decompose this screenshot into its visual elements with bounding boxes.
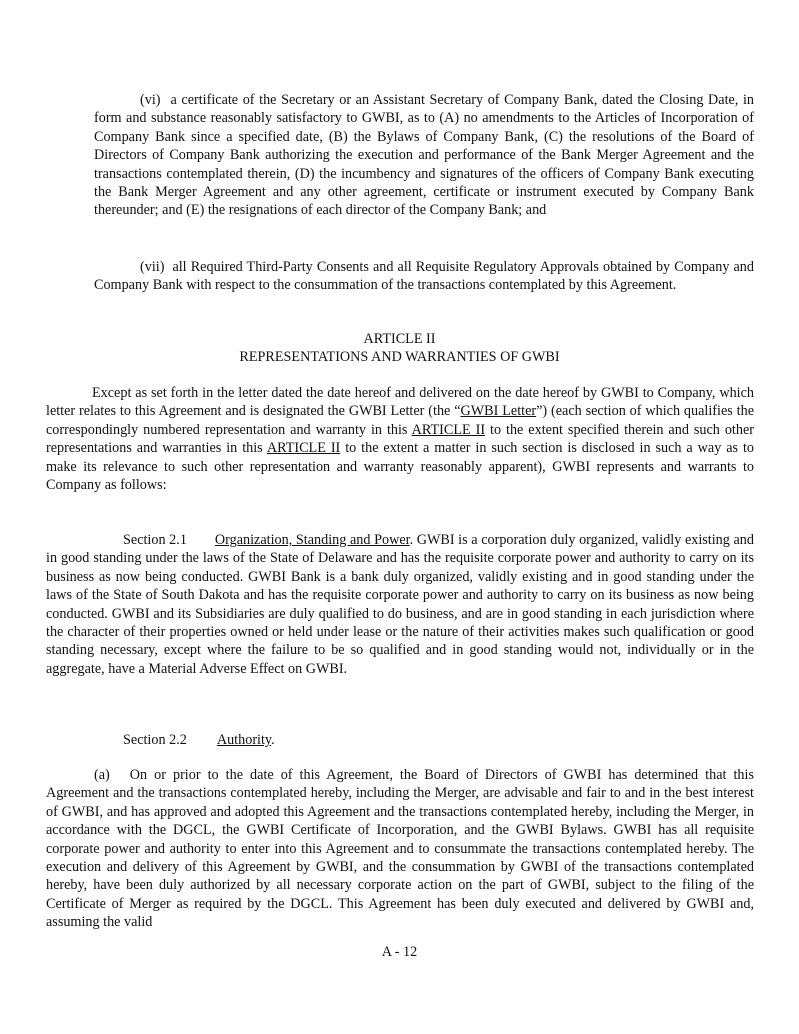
paragraph-a-marker: (a) — [94, 767, 110, 783]
subsection-vi — [94, 91, 754, 220]
subsection-vii — [94, 258, 754, 295]
intro-part3: to the extent specified therein and such other representations and warranties in this — [46, 421, 754, 457]
section-2-1 — [46, 531, 754, 678]
section-2-2-number: Section 2.2 — [123, 732, 187, 748]
section-2-1-number: Section 2.1 — [123, 532, 187, 548]
section-2-2-heading: Authority — [216, 732, 272, 748]
intro-part1: Except as set forth in the letter dated the date hereof and delivered on the date hereof by GWBI to Company, which letter relates to this Agreement and is designated the GWBI Letter (the “ — [46, 385, 754, 420]
section-2-2 — [46, 731, 754, 749]
subsection-vii-marker: (vii) — [140, 259, 165, 275]
paragraph-a — [46, 766, 754, 932]
section-2-2-period: . — [271, 732, 275, 748]
paragraph-a-text: On or prior to the date of this Agreement, the Board of Directors of GWBI has determined that this Agreement and the transactions contemplated hereby, including the Merger, are advisable and fair to and in the best interest of GWBI, and has approved and adopted this Agreement and the transactions contemplated hereby, including the Merger, in accordance with the DGCL, the GWBI Certificate of Incorporation, and the GWBI Bylaws. GWBI has all requisite corporate power and authority to enter into this Agreement and to consummate the transactions contemplated hereby. The execution and delivery of this Agreement by GWBI, and the consummation by GWBI of the transactions contemplated hereby, have been duly authorized by all necessary corporate action on the part of GWBI, subject to the filing of the Certificate of Merger as required by the DGCL. This Agreement has been duly executed and delivered by GWBI and, assuming the valid — [46, 767, 754, 931]
article-title: REPRESENTATIONS AND WARRANTIES OF GWBI — [239, 349, 560, 365]
article-ii-reference: ARTICLE II — [411, 421, 486, 438]
subsection-vii-text: all Required Third-Party Consents and all Requisite Regulatory Approvals obtained by Company and Company Bank with respect to the consummation of the transactions contemplated by this Agreement. — [94, 259, 754, 294]
article-number: ARTICLE II — [363, 331, 436, 347]
section-2-1-heading: Organization, Standing and Power — [214, 532, 410, 548]
subsection-vi-marker: (vi) — [140, 92, 161, 108]
intro-part4: to the extent a matter in such section is disclosed in such a way as to make its relevance to such other representation and warranty reasonably apparent), GWBI represents and warrants to Company as follows: — [46, 440, 754, 494]
gwbi-letter-term: GWBI Letter — [460, 403, 537, 420]
section-2-1-text: . GWBI is a corporation duly organized, validly existing and in good standing under the laws of the State of Delaware and has the requisite corporate power and authority to carry on its business as now being conducted. GWBI Bank is a bank duly organized, validly existing and in good standing under the laws of the State of South Dakota and has the requisite corporate power and authority to carry on its business as now being conducted. GWBI and its Subsidiaries are duly qualified to do business, and are in good standing in each jurisdiction where the character of their properties owned or held under lease or the nature of their activities makes such qualification or good standing necessary, except where the failure to be so qualified and in good standing would not, individually or in the aggregate, have a Material Adverse Effect on GWBI. — [46, 532, 754, 677]
article-ii-reference: ARTICLE II — [266, 440, 341, 457]
page-number: A - 12 — [381, 944, 418, 960]
intro-paragraph — [46, 384, 754, 494]
intro-part2: ”) (each section of which qualifies the correspondingly numbered representation and warranty in this — [46, 403, 754, 438]
subsection-vi-text: a certificate of the Secretary or an Assistant Secretary of Company Bank, dated the Closing Date, in form and substance reasonably satisfactory to GWBI, as to (A) no amendments to the Articles of Incorporation of Company Bank since a specified date, (B) the Bylaws of Company Bank, (C) the resolutions of the Board of Directors of Company Bank authorizing the execution and performance of the Bank Merger Agreement and the transactions contemplated therein, (D) the incumbency and signatures of the officers of Company Bank executing the Bank Merger Agreement and any other agreement, certificate or instrument executed by Company Bank thereunder; and (E) the resignations of each director of the Company Bank; and — [94, 92, 754, 219]
